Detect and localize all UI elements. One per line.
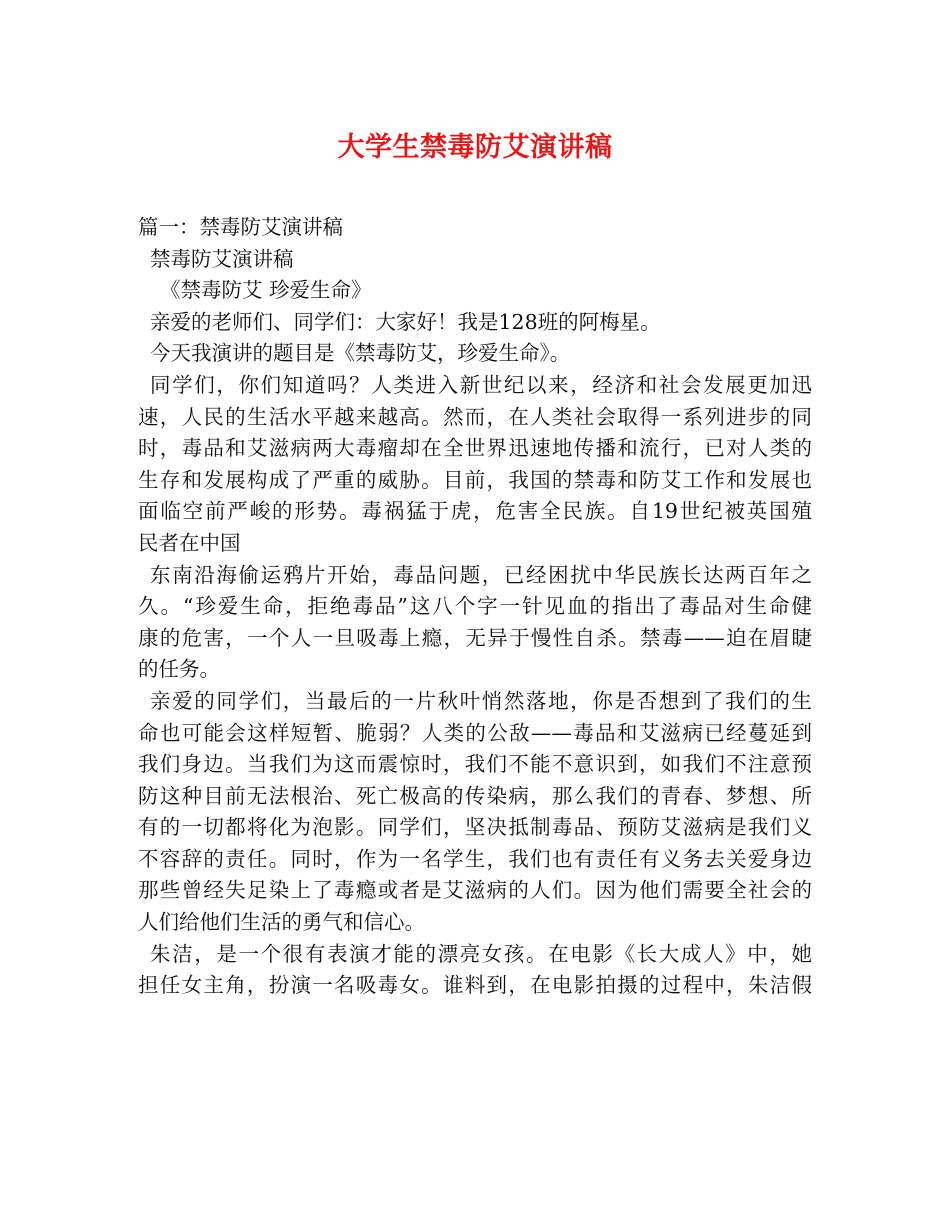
paragraph-line: 不容辞的责任。同时，作为一名学生，我们也有责任有义务去关爱身边 bbox=[138, 846, 812, 871]
paragraph-line: 防这种目前无法根治、死亡极高的传染病，那么我们的青春、梦想、所 bbox=[138, 783, 812, 808]
paragraph-line: 面临空前严峻的形势。毒祸猛于虎，危害全民族。自19世纪被英国殖 bbox=[138, 499, 812, 524]
paragraph-line: 亲爱的同学们，当最后的一片秋叶悄然落地，你是否想到了我们的生 bbox=[150, 688, 812, 713]
document-body bbox=[138, 212, 812, 1002]
paragraph-line: 时，毒品和艾滋病两大毒瘤却在全世界迅速地传播和流行，已对人类的 bbox=[138, 436, 812, 461]
paragraph-line: 有的一切都将化为泡影。同学们，坚决抵制毒品、预防艾滋病是我们义 bbox=[138, 815, 812, 840]
section-heading: 篇一：禁毒防艾演讲稿 bbox=[138, 215, 343, 239]
paragraph-line: 康的危害，一个人一旦吸毒上瘾，无异于慢性自杀。禁毒——迫在眉睫 bbox=[138, 625, 812, 650]
paragraph-line: 民者在中国 bbox=[138, 530, 241, 555]
paragraph-line: 久。“珍爱生命，拒绝毒品”这八个字一针见血的指出了毒品对生命健 bbox=[138, 594, 812, 619]
paragraph-line: 生存和发展构成了严重的威胁。目前，我国的禁毒和防艾工作和发展也 bbox=[138, 467, 812, 492]
paragraph-line: 同学们，你们知道吗？人类进入新世纪以来，经济和社会发展更加迅 bbox=[150, 372, 812, 397]
greeting-line: 亲爱的老师们、同学们：大家好！我是128班的阿梅星。 bbox=[150, 309, 661, 334]
speech-subtitle: 《禁毒防艾 珍爱生命》 bbox=[160, 278, 372, 303]
paragraph-line: 的任务。 bbox=[138, 657, 220, 682]
paragraph-line: 人们给他们生活的勇气和信心。 bbox=[138, 910, 425, 935]
speech-title: 禁毒防艾演讲稿 bbox=[150, 246, 294, 271]
paragraph-line: 速，人民的生活水平越来越高。然而，在人类社会取得一系列进步的同 bbox=[138, 404, 812, 429]
paragraph-line: 那些曾经失足染上了毒瘾或者是艾滋病的人们。因为他们需要全社会的 bbox=[138, 878, 812, 903]
paragraph-line: 朱洁，是一个很有表演才能的漂亮女孩。在电影《长大成人》中，她 bbox=[150, 941, 812, 966]
paragraph-line: 担任女主角，扮演一名吸毒女。谁料到，在电影拍摄的过程中，朱洁假 bbox=[138, 973, 812, 998]
paragraph-line: 我们身边。当我们为这而震惊时，我们不能不意识到，如我们不注意预 bbox=[138, 752, 812, 777]
topic-line: 今天我演讲的题目是《禁毒防艾，珍爱生命》。 bbox=[150, 341, 571, 366]
paragraph-line: 东南沿海偷运鸦片开始，毒品问题，已经困扰中华民族长达两百年之 bbox=[150, 562, 812, 587]
paragraph-line: 命也可能会这样短暂、脆弱？人类的公敌——毒品和艾滋病已经蔓延到 bbox=[138, 720, 812, 745]
document-title: 大学生禁毒防艾演讲稿 bbox=[337, 132, 613, 163]
